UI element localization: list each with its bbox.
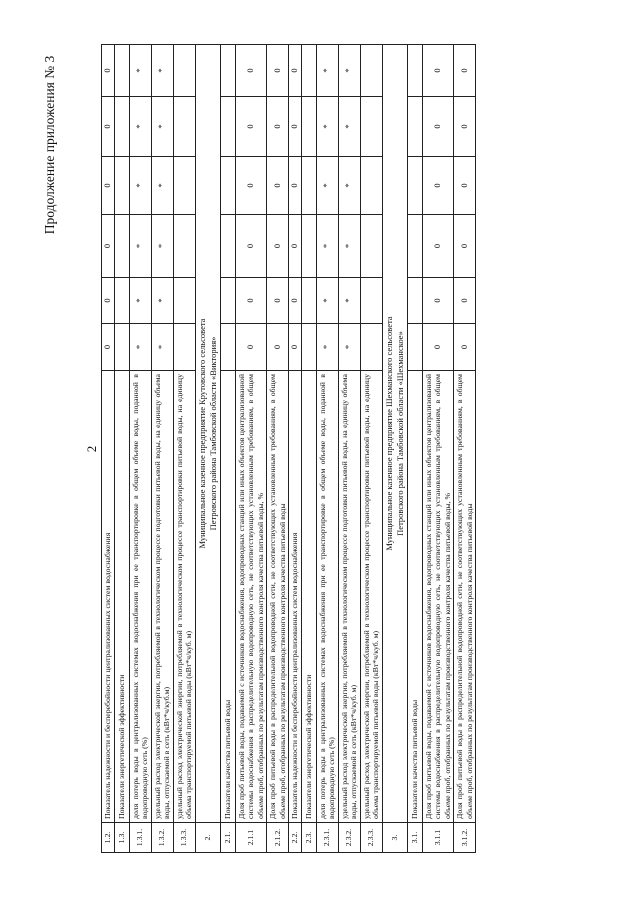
table-row — [338, 45, 360, 853]
value-cell — [407, 324, 422, 371]
value-cell — [301, 97, 316, 157]
indicator-description: Показатель надежности и бесперебойности централизованных систем водоснабжения — [289, 371, 302, 823]
value-cell: 0 — [454, 157, 476, 215]
value-cell: 0 — [235, 45, 267, 97]
value-cell: 0 — [422, 278, 454, 324]
table-row — [422, 45, 454, 853]
value-cell: 0 — [289, 45, 302, 97]
row-number: 3. — [382, 823, 407, 853]
value-cell: 0 — [235, 324, 267, 371]
value-cell: 0 — [422, 97, 454, 157]
value-cell — [114, 215, 129, 278]
value-cell — [301, 157, 316, 215]
value-cell — [220, 97, 235, 157]
value-cell — [114, 324, 129, 371]
value-cell: * — [338, 215, 360, 278]
row-number: 2.3.2. — [338, 823, 360, 853]
value-cell: * — [129, 45, 151, 97]
table-row — [289, 45, 302, 853]
value-cell: 0 — [289, 324, 302, 371]
table-row — [129, 45, 151, 853]
indicator-description: Доля проб питьевой воды, подаваемой с источников водоснабжения, водопроводных станций или иных объектов централизованной системы водоснабжения в распределительную водопроводную сеть, не соответствующих установленным требованиям, в общем объеме проб, отобранных по результатам производственного контроля качества питьевой воды, % — [422, 371, 454, 823]
value-cell: * — [129, 97, 151, 157]
row-number: 2.3.1. — [316, 823, 338, 853]
value-cell: * — [151, 97, 173, 157]
value-cell: 0 — [289, 97, 302, 157]
value-cell: 0 — [102, 215, 115, 278]
value-cell — [173, 97, 195, 157]
value-cell — [220, 278, 235, 324]
indicator-description: удельный расход электрической энергии, потребляемой в технологическом процессе транспортировки питьевой воды, на единицу объема транспортируемой питьевой воды (кВт*ч/куб. м) — [360, 371, 382, 823]
value-cell — [220, 215, 235, 278]
value-cell — [407, 45, 422, 97]
table-row — [316, 45, 338, 853]
value-cell: 0 — [102, 324, 115, 371]
row-number: 1.3. — [114, 823, 129, 853]
value-cell: 0 — [102, 45, 115, 97]
value-cell — [360, 278, 382, 324]
value-cell — [220, 157, 235, 215]
table-row — [407, 45, 422, 853]
table-row — [220, 45, 235, 853]
value-cell: 0 — [235, 157, 267, 215]
row-number: 1.2. — [102, 823, 115, 853]
value-cell: 0 — [422, 215, 454, 278]
indicator-description: Показатели энергетической эффективности — [301, 371, 316, 823]
value-cell: * — [151, 324, 173, 371]
indicator-description: Доля проб питьевой воды в распределительной водопроводной сети, не соответствующих установленным требованиям, в общем объеме проб, отобранных по результатам производственного контроля качества питьевой воды — [454, 371, 476, 823]
value-cell: 0 — [422, 324, 454, 371]
value-cell: * — [338, 45, 360, 97]
value-cell: 0 — [267, 278, 289, 324]
table-row — [102, 45, 115, 853]
value-cell: * — [338, 324, 360, 371]
value-cell: * — [338, 157, 360, 215]
value-cell — [407, 157, 422, 215]
value-cell: * — [338, 97, 360, 157]
row-number: 3.1.2. — [454, 823, 476, 853]
indicator-description: Доля проб питьевой воды в распределительной водопроводной сети, не соответствующих установленным требованиям, в общем объеме проб, отобранных по результатам производственного контроля качества питьевой воды — [267, 371, 289, 823]
value-cell: * — [151, 157, 173, 215]
value-cell: * — [129, 215, 151, 278]
value-cell: * — [151, 278, 173, 324]
value-cell — [407, 278, 422, 324]
value-cell — [173, 324, 195, 371]
value-cell: 0 — [102, 97, 115, 157]
row-number: 2.2. — [289, 823, 302, 853]
value-cell — [114, 157, 129, 215]
row-number: 1.3.1. — [129, 823, 151, 853]
indicator-description: Доля проб питьевой воды, подаваемой с источников водоснабжения, водопроводных станций или иных объектов централизованной системы водоснабжения в распределительную водопроводную сеть, не соответствующих установленным требованиям, в общем объеме проб, отобранных по результатам производственного контроля качества питьевой воды, % — [235, 371, 267, 823]
row-number: 2.1.2. — [267, 823, 289, 853]
indicator-description: Показатели качества питьевой воды — [220, 371, 235, 823]
table-row — [151, 45, 173, 853]
row-number: 2.1.1 — [235, 823, 267, 853]
value-cell — [173, 157, 195, 215]
value-cell — [301, 215, 316, 278]
value-cell: 0 — [235, 97, 267, 157]
row-number: 2.1. — [220, 823, 235, 853]
value-cell: 0 — [289, 215, 302, 278]
value-cell: 0 — [235, 215, 267, 278]
continuation-caption: Продолжение приложения № 3 — [42, 55, 57, 235]
indicator-description: удельный расход электрической энергии, потребляемой в технологическом процессе транспортировки питьевой воды, на единицу объема транспортируемой питьевой воды (кВт*ч/куб. м) — [173, 371, 195, 823]
value-cell: 0 — [289, 278, 302, 324]
value-cell: * — [129, 157, 151, 215]
value-cell: 0 — [454, 45, 476, 97]
value-cell: 0 — [422, 45, 454, 97]
value-cell — [114, 278, 129, 324]
value-cell: * — [151, 215, 173, 278]
value-cell: * — [316, 278, 338, 324]
table-body — [102, 45, 476, 853]
table-row — [235, 45, 267, 853]
row-number: 1.3.2. — [151, 823, 173, 853]
indicators-table — [101, 44, 476, 853]
value-cell: * — [316, 157, 338, 215]
section-title: Муниципальное казенное предприятие Крутовского сельсовета Петровского района Тамбовской области «Виктория» — [195, 45, 220, 823]
table-row — [301, 45, 316, 853]
value-cell: * — [151, 45, 173, 97]
value-cell — [114, 45, 129, 97]
indicator-description: Показатель надежности и бесперебойности централизованных систем водоснабжения — [102, 371, 115, 823]
indicator-description: Показатели качества питьевой воды — [407, 371, 422, 823]
value-cell: * — [129, 278, 151, 324]
indicator-description: доля потерь воды в централизованных системах водоснабжения при ее транспортировке в общем объеме воды, поданной в водопроводную сеть (%) — [316, 371, 338, 823]
value-cell: 0 — [454, 97, 476, 157]
value-cell — [301, 45, 316, 97]
row-number: 3.1. — [407, 823, 422, 853]
table-row — [173, 45, 195, 853]
section-title: Муниципальное казенное предприятие Шехманского сельсовета Петровского района Тамбовской области «Шехманское» — [382, 45, 407, 823]
value-cell: 0 — [267, 157, 289, 215]
page-number: 2 — [84, 445, 99, 453]
table-row — [114, 45, 129, 853]
value-cell: * — [316, 215, 338, 278]
value-cell — [360, 157, 382, 215]
value-cell — [360, 45, 382, 97]
indicator-description: удельный расход электрической энергии, потребляемой в технологическом процессе подготовки питьевой воды, на единицу объема воды, отпускаемой в сеть (кВт*ч/куб. м) — [338, 371, 360, 823]
value-cell — [173, 45, 195, 97]
value-cell — [173, 215, 195, 278]
value-cell: * — [316, 97, 338, 157]
value-cell: 0 — [102, 278, 115, 324]
value-cell: 0 — [454, 215, 476, 278]
value-cell: 0 — [267, 324, 289, 371]
value-cell — [220, 324, 235, 371]
row-number: 2.3.3. — [360, 823, 382, 853]
table-row — [360, 45, 382, 853]
value-cell: 0 — [422, 157, 454, 215]
table-row — [267, 45, 289, 853]
row-number: 1.3.3. — [173, 823, 195, 853]
value-cell: * — [316, 45, 338, 97]
value-cell: * — [338, 278, 360, 324]
value-cell — [360, 215, 382, 278]
row-number: 3.1.1 — [422, 823, 454, 853]
value-cell: 0 — [289, 157, 302, 215]
section-row — [382, 45, 407, 853]
value-cell: 0 — [102, 157, 115, 215]
value-cell: * — [129, 324, 151, 371]
value-cell: 0 — [267, 45, 289, 97]
value-cell — [407, 215, 422, 278]
value-cell — [360, 97, 382, 157]
value-cell: 0 — [454, 278, 476, 324]
value-cell: 0 — [267, 215, 289, 278]
value-cell — [301, 324, 316, 371]
row-number: 2.3. — [301, 823, 316, 853]
value-cell — [114, 97, 129, 157]
value-cell — [360, 324, 382, 371]
value-cell — [407, 97, 422, 157]
indicator-description: удельный расход электрической энергии, потребляемой в технологическом процессе подготовки питьевой воды, на единицу объема воды, отпускаемой в сеть (кВт*ч/куб.м) — [151, 371, 173, 823]
section-row — [195, 45, 220, 853]
indicator-description: доля потерь воды в централизованных системах водоснабжения при ее транспортировке в общем объеме воды, поданной в водопроводную сеть (%) — [129, 371, 151, 823]
value-cell — [173, 278, 195, 324]
value-cell — [220, 45, 235, 97]
indicator-description: Показатели энергетической эффективности — [114, 371, 129, 823]
table-row — [454, 45, 476, 853]
value-cell — [301, 278, 316, 324]
value-cell: 0 — [454, 324, 476, 371]
value-cell: 0 — [235, 278, 267, 324]
value-cell: * — [316, 324, 338, 371]
value-cell: 0 — [267, 97, 289, 157]
row-number: 2. — [195, 823, 220, 853]
